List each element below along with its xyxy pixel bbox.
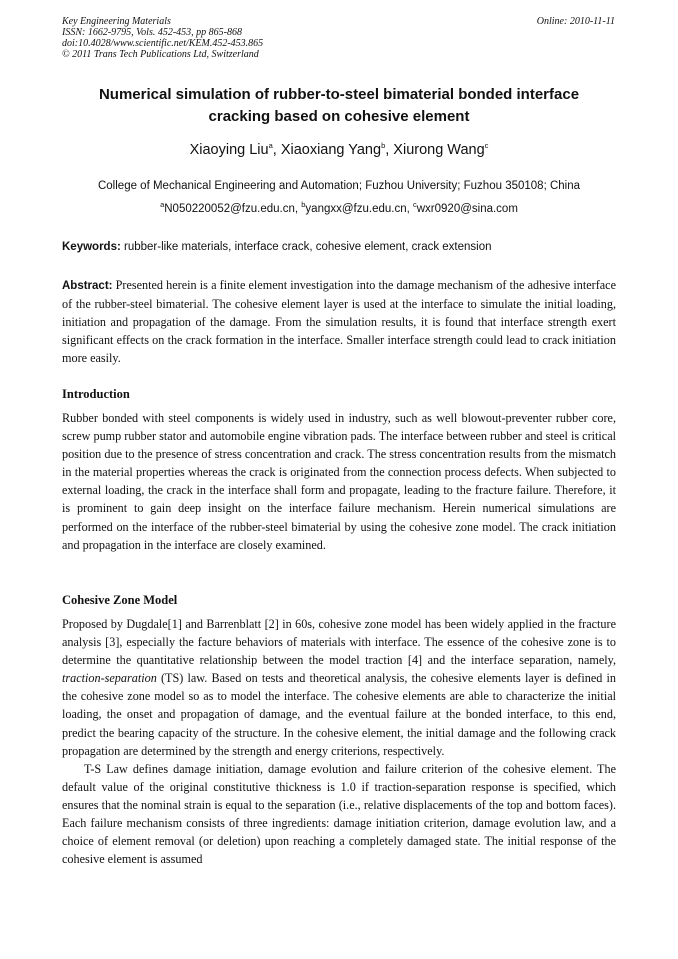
- author-mark: a: [268, 141, 273, 151]
- author-name: Xiurong Wang: [393, 142, 485, 158]
- author-mark: b: [381, 141, 386, 151]
- author-list: [62, 141, 616, 159]
- journal-header: [62, 16, 615, 60]
- cohesive-zone-model-section: [62, 615, 616, 868]
- email-address[interactable]: N050220052@fzu.edu.cn: [164, 203, 295, 215]
- journal-doi[interactable]: doi:10.4028/www.scientific.net/KEM.452-453.865: [62, 38, 264, 49]
- title-line-1: Numerical simulation of rubber-to-steel bimaterial bonded interface: [98, 86, 580, 103]
- email-separator: ,: [406, 203, 413, 215]
- keywords: [62, 239, 616, 255]
- email-address[interactable]: wxr0920@sina.com: [416, 203, 518, 215]
- introduction-paragraph: Rubber bonded with steel components is widely used in industry, such as well blowout-preventer rubber core, screw pump rubber stator and automobile engine vibration pads. The interface between rubber and steel is critical position due to the presence of stress concentration and crack. The stress concentration results from the mismatch in the material properties whereas the crack is originated from the connection process defects. When subjected to external loading, the crack in the interface shall form and propagate, leading to the fracture failure. Therefore, it is prominent to gain deep insight on the interface failure mechanism. Herein numerical simulations are performed on the interface of the rubber-steel bimaterial by using the cohesive zone model. The crack initiation and propagation in the interface are closely examined.: [62, 411, 616, 552]
- online-date: Online: 2010-11-11: [536, 16, 615, 27]
- journal-copyright: © 2011 Trans Tech Publications Ltd, Switzerland: [62, 49, 259, 60]
- journal-issn: ISSN: 1662-9795, Vols. 452-453, pp 865-868: [62, 27, 242, 38]
- email-list: [62, 201, 616, 217]
- email-mark: a: [160, 200, 165, 210]
- czm-p1-text: Proposed by Dugdale[1] and Barrenblatt [2] in 60s, cohesive zone model has been widely applied in the fracture analysis [3], especially the facture behaviors of materials with interface. The essence of the cohesive zone is to determine the quantitative relationship between the model traction [4] and the interface separation, namely,: [62, 617, 616, 668]
- abstract: [62, 276, 616, 367]
- keywords-label: Keywords:: [62, 241, 121, 253]
- journal-name: Key Engineering Materials: [62, 16, 171, 27]
- email-separator: ,: [294, 203, 302, 215]
- author-separator: ,: [272, 142, 281, 158]
- affiliation: College of Mechanical Engineering and Automation; Fuzhou University; Fuzhou 350108; China: [97, 180, 581, 192]
- email-mark: c: [413, 200, 417, 210]
- abstract-text: Presented herein is a finite element investigation into the damage mechanism of the adhesive interface of the rubber-steel bimaterial. The cohesive element layer is used at the interface to simulate the initial loading, initiation and propagation of the damage. From the simulation results, it is found that interface strength exert significant effects on the crack formation in the interface. Smaller interface strength could lead to crack initiation more easily.: [62, 278, 616, 366]
- paper-title: [62, 84, 616, 128]
- czm-paragraph-1: [62, 615, 616, 760]
- section-heading-cohesive-zone-model: Cohesive Zone Model: [62, 593, 178, 607]
- author-name: Xiaoying Liu: [189, 142, 269, 158]
- author-name: Xiaoxiang Yang: [280, 142, 382, 158]
- email-mark: b: [301, 200, 306, 210]
- abstract-label: Abstract:: [62, 280, 113, 292]
- czm-p1-italic-term: traction-separation: [62, 671, 157, 686]
- czm-p1-text-cont: (TS) law. Based on tests and theoretical analysis, the cohesive elements layer is defined in the cohesive zone model so as to model the interface. The cohesive elements are able to characterize the initial loading, the onset and propagation of damage, and the eventual failure at the bonded interface, to this end, predict the bearing capacity of the structure. In the cohesive element, the initial damage and the following crack propagation are determined by the strength and energy criterions, respectively.: [62, 671, 616, 758]
- section-heading-introduction: Introduction: [62, 387, 130, 401]
- email-address[interactable]: yangxx@fzu.edu.cn: [305, 203, 407, 215]
- title-line-2: cracking based on cohesive element: [208, 108, 470, 125]
- author-separator: ,: [385, 142, 394, 158]
- keywords-text: rubber-like materials, interface crack, cohesive element, crack extension: [124, 241, 492, 253]
- czm-paragraph-2: T-S Law defines damage initiation, damage evolution and failure criterion of the cohesive element. The default value of the original constitutive thickness is 1.0 if traction-separation response is specified, which ensures that the nominal strain is equal to the separation (i.e., relative displacements of the top and bottom faces). Each failure mechanism consists of three ingredients: damage initiation criterion, damage evolution law, and a choice of element removal (or deletion) upon reaching a completely damaged state. The initial response of the cohesive element is assumed: [62, 761, 616, 867]
- author-mark: c: [484, 141, 489, 151]
